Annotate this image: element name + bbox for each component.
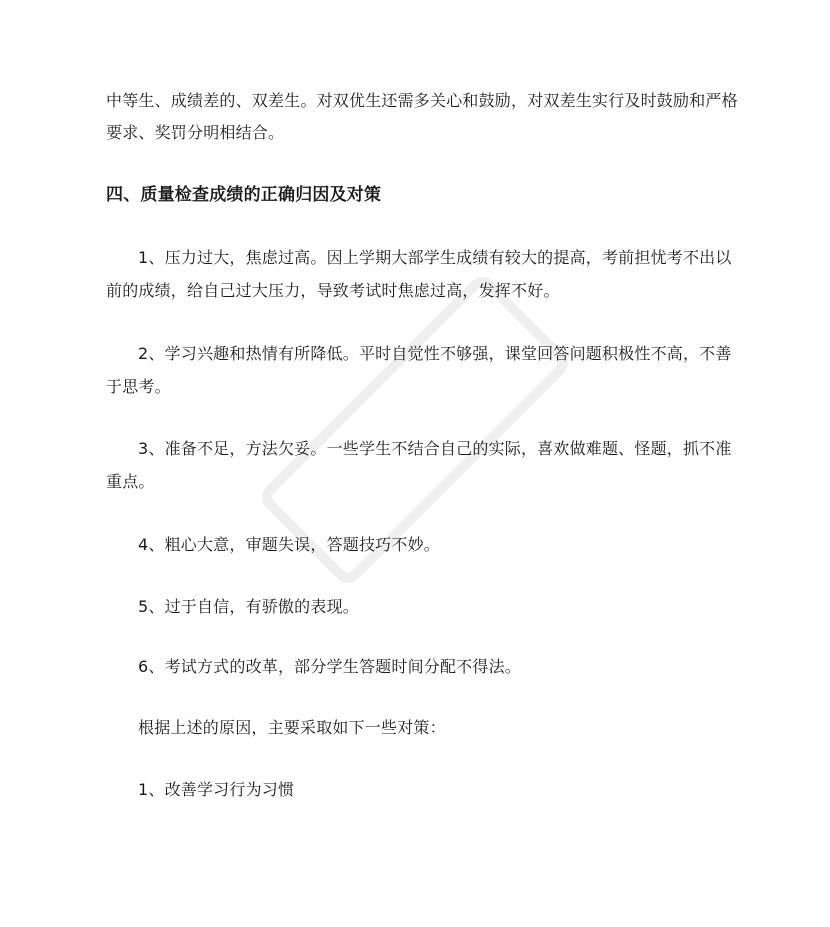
list-item-line: 2、学习兴趣和热情有所降低。平时自觉性不够强，课堂回答问题积极性不高，不善 [138,344,732,363]
list-item-line: 1、压力过大，焦虑过高。因上学期大部学生成绩有较大的提高，考前担忧考不出以 [138,248,732,267]
paragraph-line: 要求、奖罚分明相结合。 [106,123,285,142]
list-item-line: 重点。 [106,472,155,491]
list-item-line: 于思考。 [106,377,171,396]
list-item-line: 6、考试方式的改革，部分学生答题时间分配不得法。 [138,657,521,676]
list-item-line: 5、过于自信，有骄傲的表现。 [138,597,359,616]
list-item-line: 前的成绩，给自己过大压力，导致考试时焦虑过高，发挥不好。 [106,281,560,300]
section-heading: 四、质量检查成绩的正确归因及对策 [106,185,382,205]
measures-intro: 根据上述的原因，主要采取如下一些对策： [138,718,446,737]
measure-item: 1、改善学习行为习惯 [138,780,295,799]
paragraph-line: 中等生、成绩差的、双差生。对双优生还需多关心和鼓励，对双差生实行及时鼓励和严格 [106,91,738,110]
list-item-line: 4、粗心大意，审题失误，答题技巧不妙。 [138,535,440,554]
list-item-line: 3、准备不足，方法欠妥。一些学生不结合自己的实际，喜欢做难题、怪题，抓不准 [138,439,732,458]
